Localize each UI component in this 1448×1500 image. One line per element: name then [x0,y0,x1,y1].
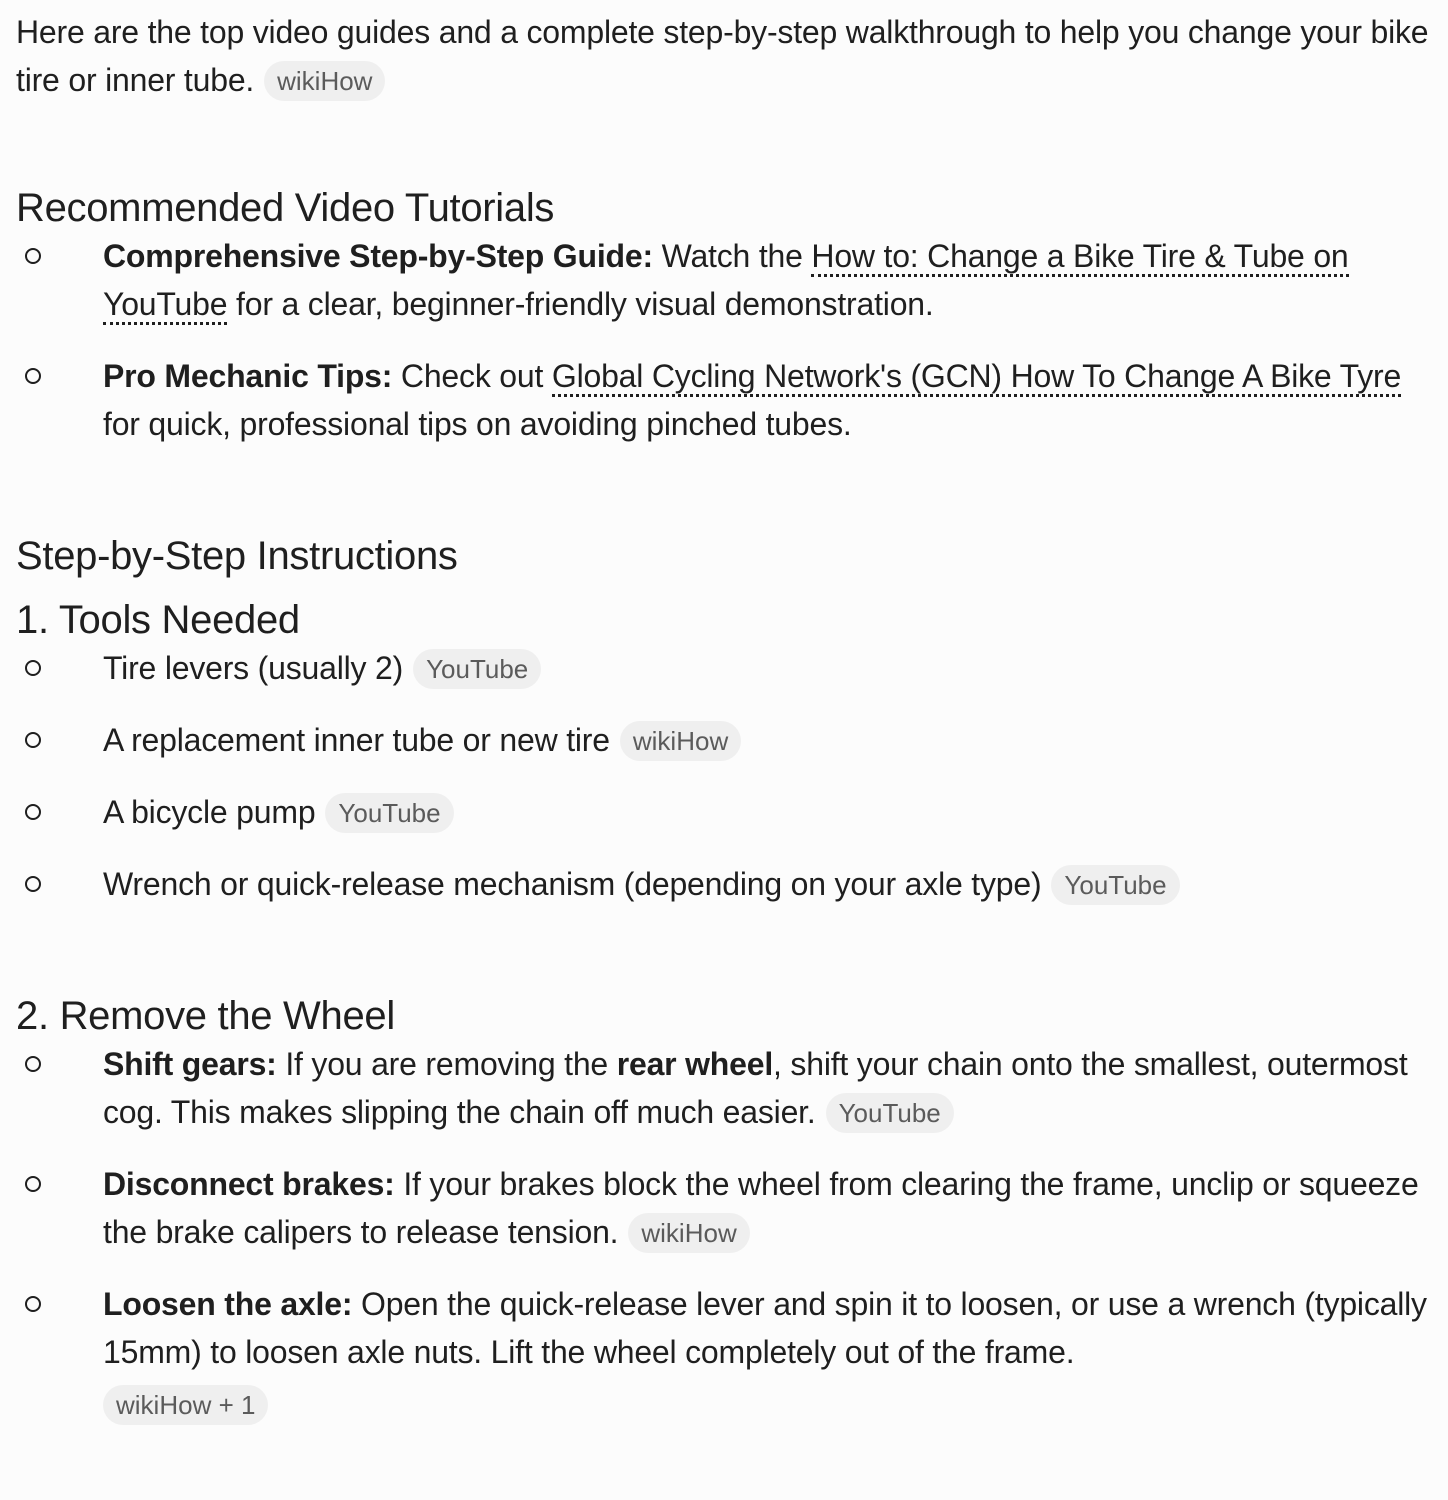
item-label: Comprehensive Step-by-Step Guide: [103,238,653,274]
bullet-circle-icon [25,1056,41,1072]
intro-paragraph [16,8,1432,104]
item-text: Open the quick-release lever and spin it to loosen, or use a wrench (typically 15mm) to loosen axle nuts. Lift the wheel completely out of the frame. [103,1286,1427,1370]
item-text: Check out [392,358,552,394]
steps-section-heading: Step-by-Step Instructions [16,534,458,578]
source-chip-wikihow-plus[interactable]: wikiHow + 1 [103,1385,268,1425]
item-text: for a clear, beginner-friendly visual demonstration. [227,286,934,322]
list-item [16,352,1432,448]
list-item [16,644,1432,692]
item-text: , shift your chain onto the smallest, outermost cog. This makes slipping the chain off much easier. [103,1046,1408,1130]
video-list [16,232,1432,448]
list-item [16,1280,1432,1425]
source-chip-wikihow[interactable]: wikiHow [264,61,385,101]
item-text: If your brakes block the wheel from clearing the frame, unclip or squeeze the brake calipers to release tension. [103,1166,1419,1250]
list-item [16,860,1432,908]
source-chip-wikihow[interactable]: wikiHow [628,1213,749,1253]
list-item [16,1040,1432,1136]
remove-wheel-list [16,1040,1432,1425]
item-text: Wrench or quick-release mechanism (depending on your axle type) [103,866,1042,902]
bullet-circle-icon [25,876,41,892]
list-item [16,716,1432,764]
item-label: Loosen the axle: [103,1286,353,1322]
gcn-video-link[interactable]: Global Cycling Network's (GCN) How To Change A Bike Tyre [552,358,1401,397]
list-item [16,1160,1432,1256]
source-chip-youtube[interactable]: YouTube [413,649,541,689]
item-label: Shift gears: [103,1046,277,1082]
bullet-circle-icon [25,368,41,384]
source-chip-youtube[interactable]: YouTube [325,793,453,833]
youtube-video-link[interactable]: How to: Change a Bike Tire & Tube on YouTube [103,238,1349,325]
item-label: Disconnect brakes: [103,1166,395,1202]
item-text: Watch the [652,238,812,274]
item-text: If you are removing the [276,1046,617,1082]
item-emphasis: rear wheel [616,1046,774,1082]
video-section-heading: Recommended Video Tutorials [16,186,555,230]
tools-heading: 1. Tools Needed [16,598,300,642]
tools-list [16,644,1432,908]
item-text: Tire levers (usually 2) [103,650,404,686]
list-item [16,788,1432,836]
bullet-circle-icon [25,660,41,676]
bullet-circle-icon [25,804,41,820]
source-chip-wikihow[interactable]: wikiHow [620,721,741,761]
item-text: A replacement inner tube or new tire [103,722,610,758]
item-label: Pro Mechanic Tips: [103,358,393,394]
source-chip-youtube[interactable]: YouTube [1051,865,1179,905]
item-text: A bicycle pump [103,794,316,830]
list-item [16,232,1432,328]
intro-text: Here are the top video guides and a complete step-by-step walkthrough to help you change your bike tire or inner tube. [16,14,1429,98]
source-chip-youtube[interactable]: YouTube [826,1093,954,1133]
bullet-circle-icon [25,1296,41,1312]
bullet-circle-icon [25,1176,41,1192]
bullet-circle-icon [25,248,41,264]
item-text: for quick, professional tips on avoiding pinched tubes. [103,406,852,442]
bullet-circle-icon [25,732,41,748]
remove-wheel-heading: 2. Remove the Wheel [16,994,395,1038]
